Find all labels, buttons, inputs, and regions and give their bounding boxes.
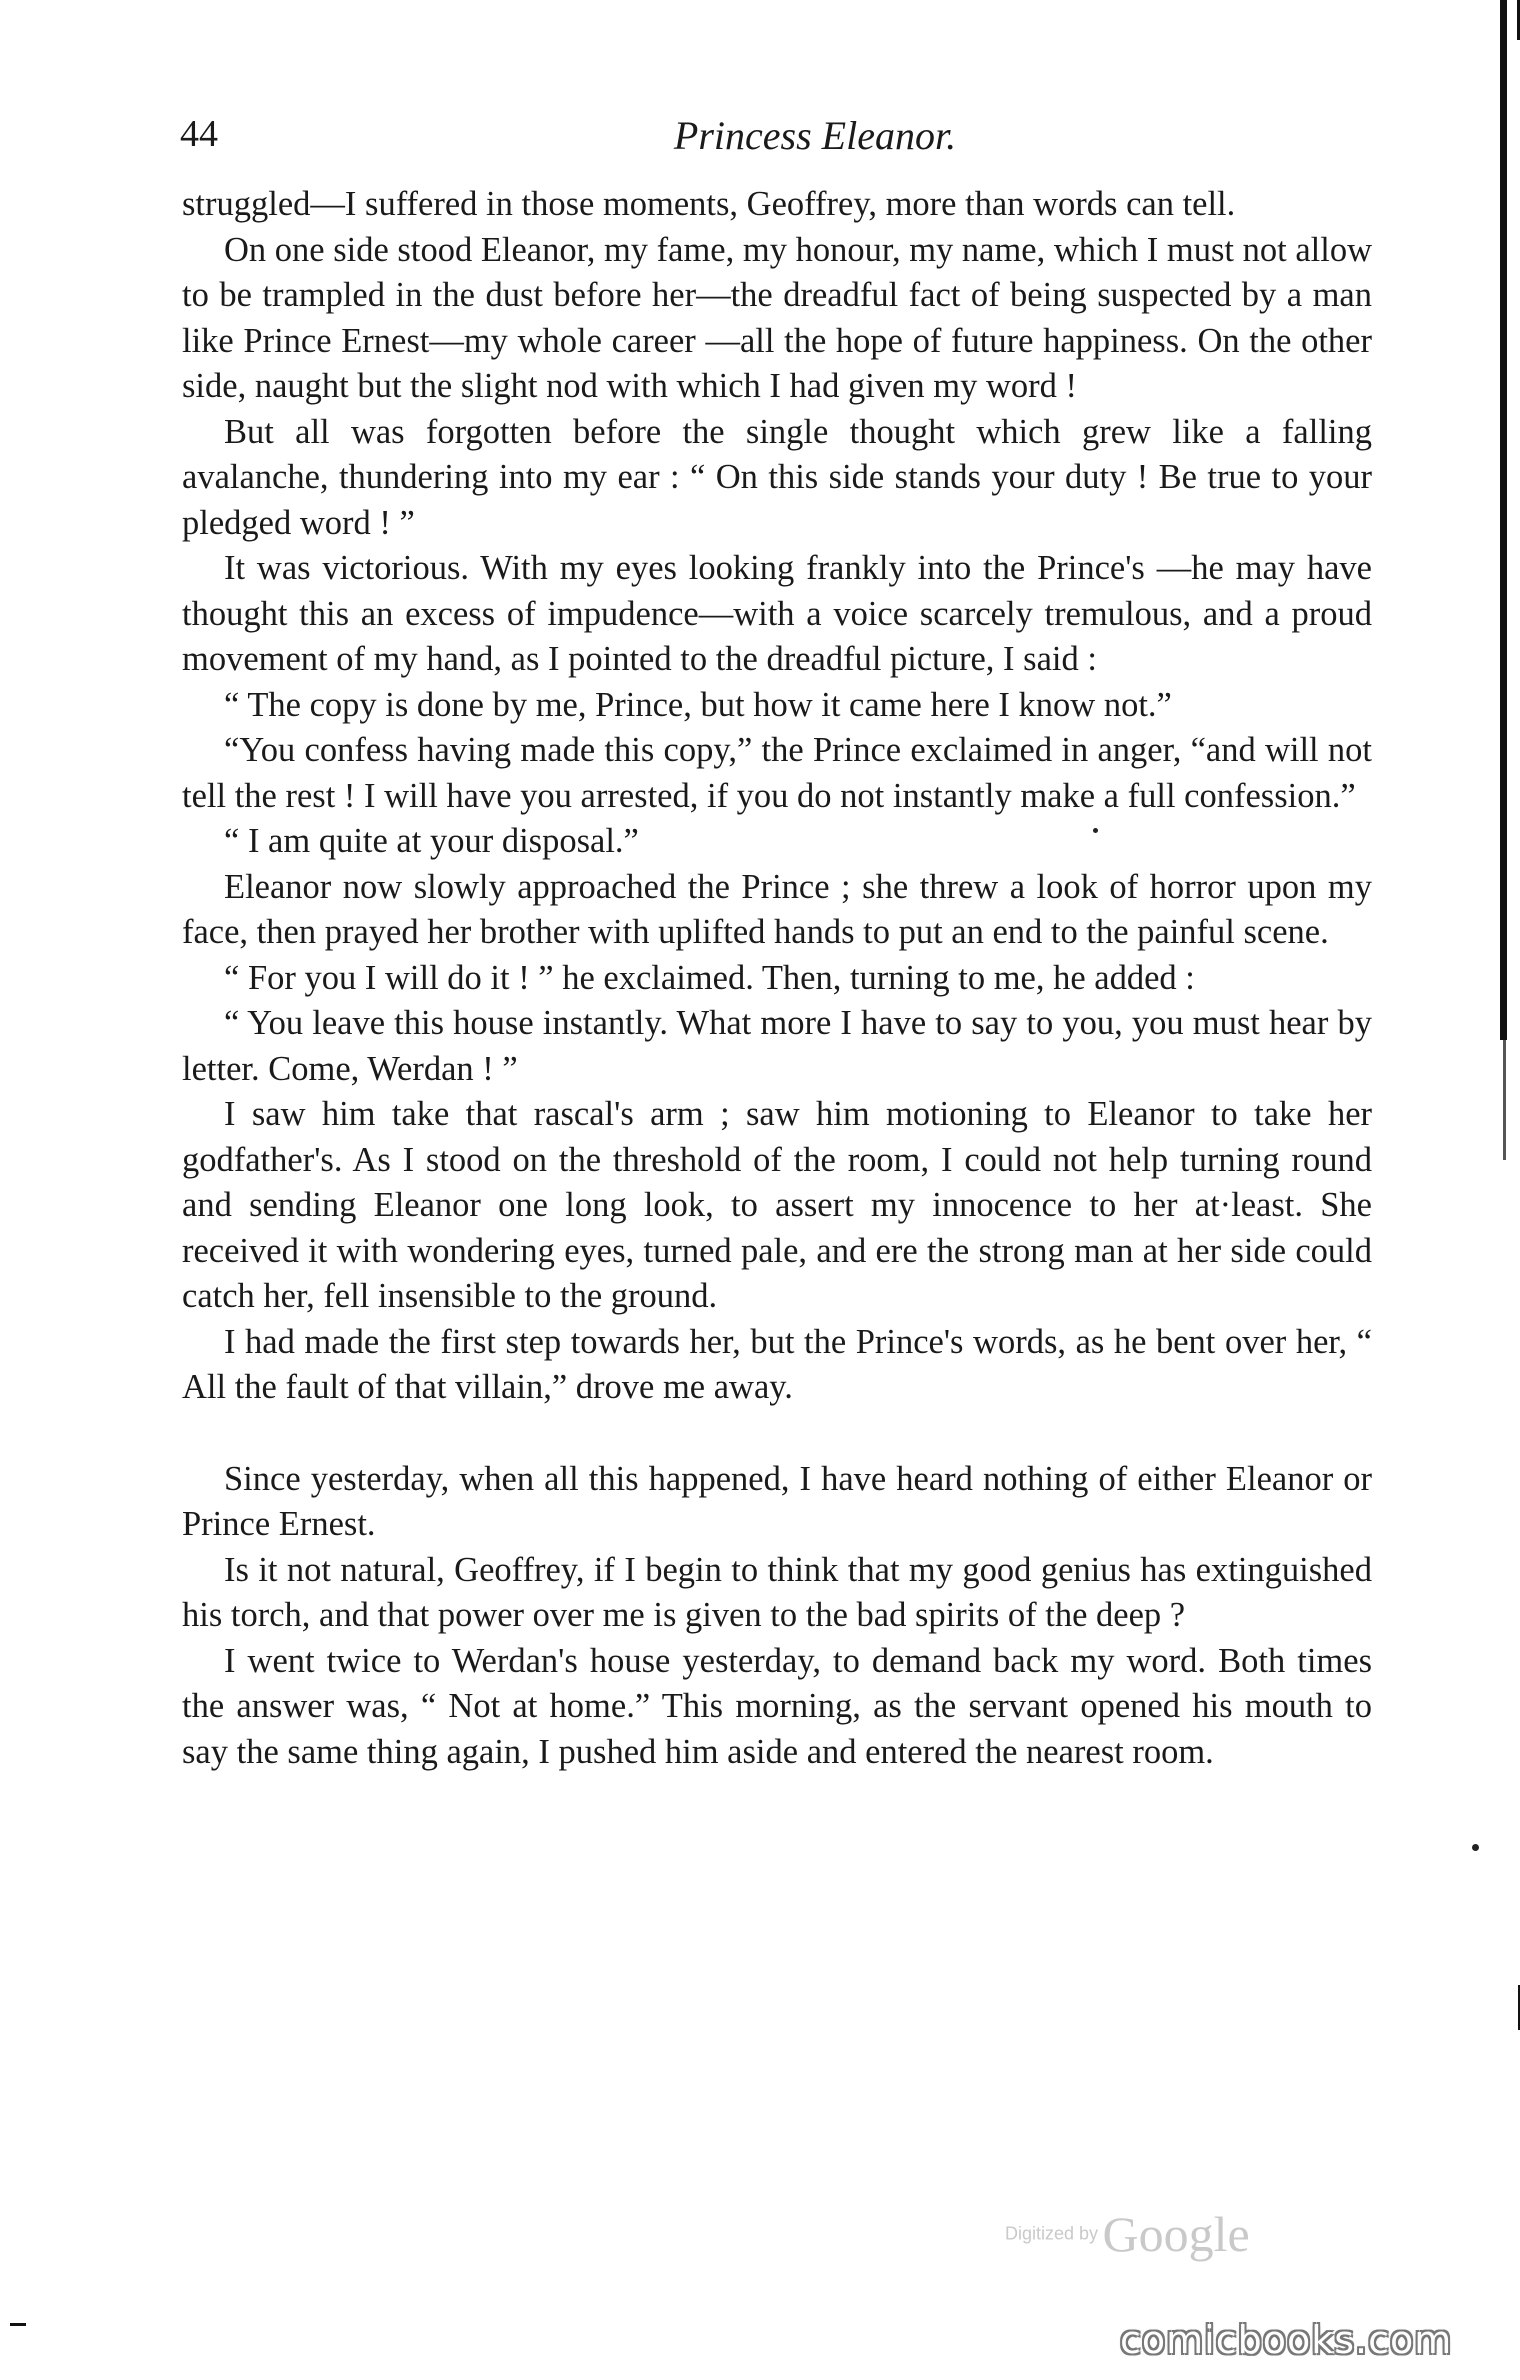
margin-dash	[10, 2323, 26, 2326]
digitized-watermark	[1005, 2205, 1250, 2263]
body-text	[182, 182, 1372, 1775]
page-edge-shadow	[1500, 0, 1507, 1040]
paragraph: I saw him take that rascal's arm ; saw him motioning to Eleanor to take her godfather's. As I stood on the threshold of the room, I could not help turning round and sending Eleanor one long look, to assert my innocence to her at·least. She received it with wondering eyes, turned pale, and ere the strong man at her side could catch her, fell insensible to the ground.	[182, 1095, 1372, 1315]
paragraph: On one side stood Eleanor, my fame, my honour, my name, which I must not allow to be trampled in the dust before her—the dreadful fact of being suspected by a man like Prince Ernest—my whole career —all the hope of future happiness. On the other side, naught but the slight nod with which I had given my word !	[182, 230, 1372, 405]
paragraph: “ The copy is done by me, Prince, but how it came here I know not.”	[224, 685, 1172, 724]
running-title: Princess Eleanor.	[673, 113, 957, 158]
page-header	[180, 112, 1370, 172]
paragraph: It was victorious. With my eyes looking frankly into the Prince's —he may have thought this an excess of impudence—with a voice scarcely tremulous, and a proud movement of my hand, as I pointed to the dreadful picture, I said :	[182, 549, 1372, 678]
paragraph: I went twice to Werdan's house yesterday, to demand back my word. Both times the answer was, “ Not at home.” This morning, as the servant opened his mouth to say the same thing again, I pushed him aside and entered the nearest room.	[182, 1641, 1372, 1771]
paragraph: But all was forgotten before the single thought which grew like a falling avalanche, thundering into my ear : “ On this side stands your duty ! Be true to your pledged word ! ”	[182, 412, 1372, 542]
paragraph: “ You leave this house instantly. What more I have to say to you, you must hear by letter. Come, Werdan ! ”	[182, 1004, 1372, 1088]
paragraph: Is it not natural, Geoffrey, if I begin to think that my good genius has extinguished his torch, and that power over me is given to the bad spirits of the deep ?	[182, 1550, 1372, 1634]
paragraph: “ For you I will do it ! ” he exclaimed. Then, turning to me, he added :	[224, 958, 1195, 997]
site-watermark: comicbooks.com	[1120, 2318, 1453, 2362]
page-number: 44	[180, 113, 218, 155]
watermark-small-text: Digitized by	[1005, 2223, 1099, 2244]
paragraph: I had made the first step towards her, but the Prince's words, as he bent over her, “ All the fault of that villain,” drove me away.	[182, 1322, 1372, 1406]
ink-speck	[1472, 1844, 1479, 1851]
paragraph: “You confess having made this copy,” the Prince exclaimed in anger, “and will not tell the rest ! I will have you arrested, if you do not instantly make a full confession.”	[182, 731, 1372, 815]
paragraph: struggled—I suffered in those moments, Geoffrey, more than words can tell.	[182, 185, 1236, 223]
paragraph: Since yesterday, when all this happened, I have heard nothing of either Eleanor or Prince Ernest.	[182, 1459, 1372, 1543]
page-edge-shadow-lower	[1503, 1040, 1506, 1160]
paragraph: Eleanor now slowly approached the Prince ; she threw a look of horror upon my face, then prayed her brother with uplifted hands to put an end to the painful scene.	[182, 867, 1372, 951]
paragraph: “ I am quite at your disposal.”	[224, 822, 639, 860]
watermark-logo-text: Google	[1102, 2206, 1250, 2262]
